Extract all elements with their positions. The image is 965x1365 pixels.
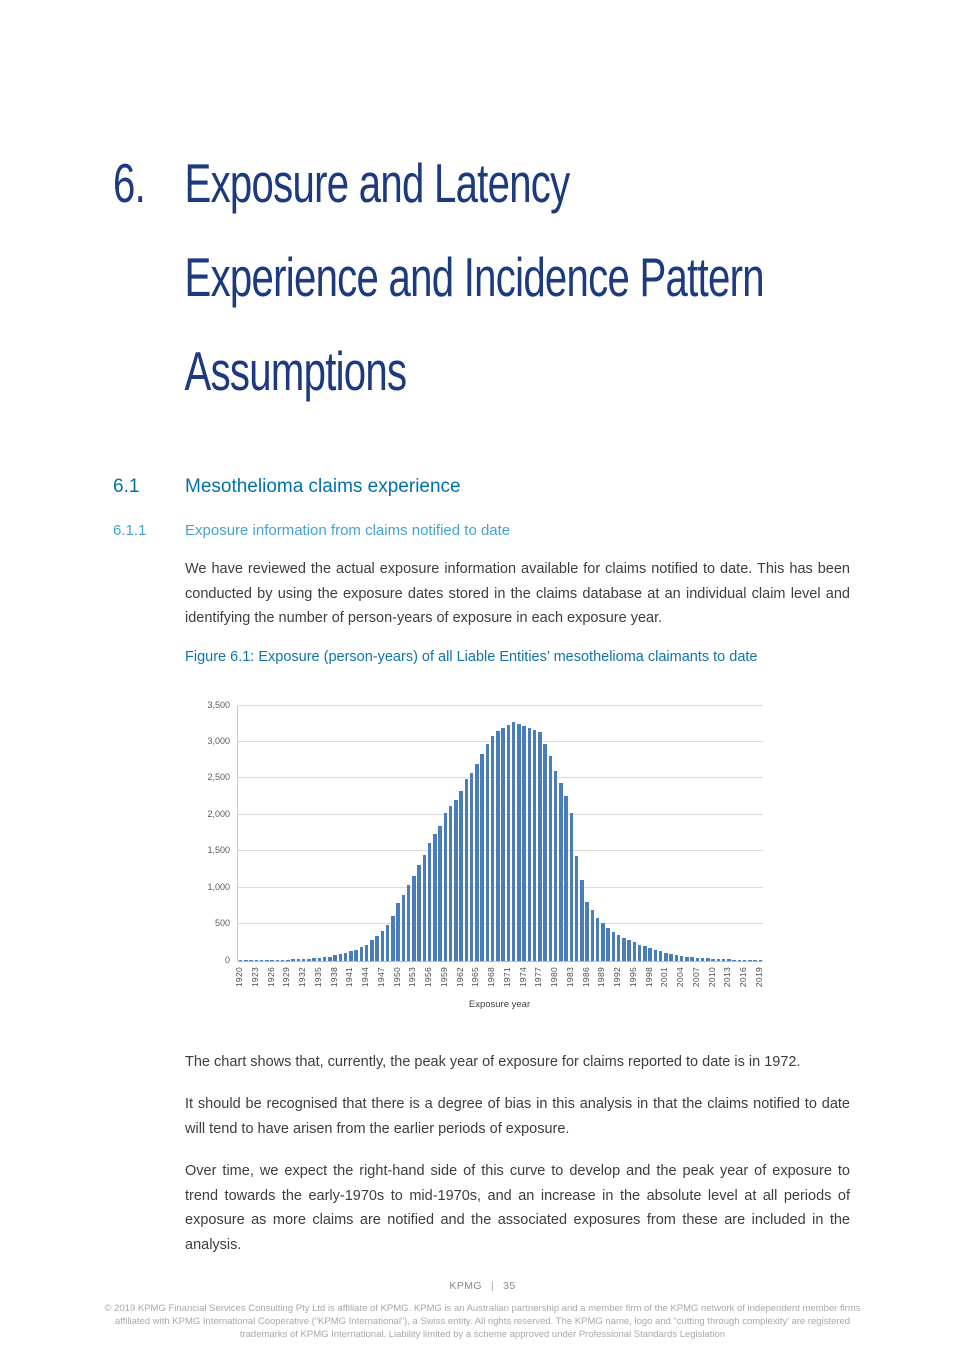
- x-axis-tick-label: 1938: [328, 966, 339, 987]
- bar: [732, 960, 736, 961]
- bar: [617, 935, 621, 961]
- bar: [711, 959, 715, 961]
- section-number: 6.1: [113, 476, 140, 497]
- bar: [517, 724, 521, 960]
- chapter-title-line: Exposure and Latency: [184, 152, 570, 214]
- x-axis-tick-label: 1935: [312, 966, 323, 987]
- bar: [480, 754, 484, 960]
- bar: [312, 958, 316, 960]
- x-axis-tick-label: 2019: [753, 966, 764, 987]
- bar: [549, 756, 553, 960]
- bar: [512, 722, 516, 960]
- subsection-number: 6.1.1: [113, 522, 147, 539]
- x-axis-tick-label: 1956: [423, 966, 434, 987]
- bar: [349, 951, 353, 960]
- x-axis-tick-label: 2007: [690, 966, 701, 987]
- bar: [428, 843, 432, 961]
- bar: [533, 730, 537, 960]
- bar: [381, 931, 385, 960]
- bar: [297, 959, 301, 960]
- bar: [580, 880, 584, 961]
- bar: [559, 783, 563, 961]
- bar: [575, 856, 579, 960]
- y-axis-tick-label: 3,500: [207, 699, 230, 710]
- chapter-number: 6.: [113, 152, 146, 214]
- bar: [633, 942, 637, 960]
- bar: [270, 960, 274, 961]
- x-axis-tick-label: 1968: [486, 966, 497, 987]
- section-title: Mesothelioma claims experience: [185, 476, 461, 497]
- bar: [276, 960, 280, 961]
- y-axis-tick-label: 1,500: [207, 845, 230, 856]
- chapter-title: [185, 136, 873, 418]
- y-axis-tick-label: 2,500: [207, 772, 230, 783]
- x-axis-tick-label: 1959: [438, 966, 449, 987]
- bar: [643, 946, 647, 960]
- bar: [690, 957, 694, 960]
- x-axis-tick-label: 1992: [612, 966, 623, 987]
- bar: [491, 736, 495, 960]
- chapter-title-line: Experience and Incidence Pattern: [184, 246, 764, 308]
- x-axis-tick-label: 1953: [407, 966, 418, 987]
- bar: [627, 940, 631, 960]
- x-axis-tick-label: 1920: [234, 966, 245, 987]
- x-axis-tick-label: 1965: [470, 966, 481, 987]
- legal-line: trademarks of KPMG International. Liability limited by a scheme approved under Professional Standards Legislation: [239, 1329, 726, 1340]
- y-axis-tick-label: 2,000: [207, 808, 230, 819]
- bar: [564, 796, 568, 960]
- bar: [685, 957, 689, 961]
- page-number-line: [0, 1280, 965, 1292]
- footer-brand: KPMG: [449, 1280, 482, 1292]
- x-axis-tick-label: 1977: [533, 966, 544, 987]
- page-number: 35: [503, 1280, 516, 1292]
- x-axis-tick-label: 2013: [722, 966, 733, 987]
- figure-caption: Figure 6.1: Exposure (person-years) of all Liable Entities’ mesothelioma claimants to date: [185, 648, 758, 665]
- bar: [344, 953, 348, 960]
- x-axis-title: Exposure year: [468, 998, 531, 1010]
- bar: [507, 725, 511, 961]
- x-axis-tick-label: 2004: [675, 966, 686, 987]
- x-axis-tick-label: 2001: [659, 966, 670, 987]
- x-axis-tick-label: 1944: [360, 966, 371, 987]
- page-footer: [0, 1280, 965, 1341]
- x-axis-tick-label: 1923: [249, 966, 260, 987]
- bar: [622, 938, 626, 960]
- gridline: [238, 705, 763, 706]
- bar: [675, 955, 679, 960]
- x-axis-tick-label: 1929: [281, 966, 292, 987]
- x-axis-tick-label: 1947: [375, 966, 386, 987]
- x-axis-tick-label: 1974: [517, 966, 528, 987]
- x-axis-tick-label: 1986: [580, 966, 591, 987]
- legal-text: [0, 1302, 965, 1341]
- x-axis-tick-label: 1998: [643, 966, 654, 987]
- bar: [659, 951, 663, 960]
- bar: [738, 960, 742, 961]
- bar: [654, 950, 658, 961]
- bar: [696, 958, 700, 961]
- bar: [501, 728, 505, 961]
- bar: [528, 728, 532, 961]
- bar: [596, 918, 600, 960]
- bar: [323, 957, 327, 960]
- bar: [386, 925, 390, 961]
- bar: [360, 947, 364, 960]
- x-axis-tick-label: 1995: [627, 966, 638, 987]
- bar: [370, 940, 374, 960]
- bar: [601, 923, 605, 960]
- bar: [354, 950, 358, 961]
- bar: [669, 954, 673, 961]
- bar: [365, 945, 369, 961]
- x-axis-tick-label: 2010: [706, 966, 717, 987]
- bar: [449, 806, 453, 960]
- bar: [680, 956, 684, 961]
- bar: [554, 771, 558, 960]
- bar: [486, 744, 490, 960]
- bar: [375, 936, 379, 960]
- chapter-title-line: Assumptions: [184, 340, 407, 402]
- x-axis-tick-label: 1932: [297, 966, 308, 987]
- x-axis-tick-label: 1962: [454, 966, 465, 987]
- x-axis-tick-label: 1950: [391, 966, 402, 987]
- bar: [333, 955, 337, 960]
- x-axis-tick-label: 1980: [549, 966, 560, 987]
- bar: [538, 732, 542, 960]
- bar: [570, 813, 574, 961]
- bar: [286, 960, 290, 961]
- bar: [612, 932, 616, 960]
- chapter-heading: [0, 0, 965, 418]
- bar: [606, 928, 610, 960]
- bar: [648, 948, 652, 960]
- legal-line: © 2019 KPMG Financial Services Consulting Pty Ltd is affiliate of KPMG. KPMG is an Australian partnership and a member firm of the KPMG network of independent member firms: [104, 1303, 861, 1314]
- y-axis-tick-label: 0: [224, 954, 230, 965]
- bar: [591, 910, 595, 961]
- legal-line: affiliated with KPMG International Cooperative (“KPMG International”), a Swiss entity. All rights reserved. The KPMG name, logo and “cutting through complexity’ are registered: [114, 1316, 851, 1327]
- x-axis-tick-label: 1971: [501, 966, 512, 987]
- bar: [664, 953, 668, 960]
- bar: [585, 902, 589, 961]
- bar: [465, 779, 469, 960]
- bar: [701, 958, 705, 961]
- x-axis-tick-label: 1941: [344, 966, 355, 987]
- y-axis-tick-label: 3,000: [207, 735, 230, 746]
- bar: [727, 959, 731, 960]
- bar: [444, 813, 448, 961]
- body-paragraph: Over time, we expect the right-hand side of this curve to develop and the peak year of exposure to trend towards the early-1970s to mid-1970s, and an increase in the absolute level at all periods of exposure as more claims are notified and the associated exposures from these are included in the analysis.: [185, 1163, 850, 1253]
- bar: [396, 903, 400, 961]
- bar: [496, 731, 500, 960]
- y-axis-tick-label: 500: [214, 918, 230, 929]
- subsection-title: Exposure information from claims notified to date: [185, 522, 511, 539]
- body-paragraph: It should be recognised that there is a degree of bias in this analysis in that the claims notified to date will tend to have arisen from the earlier periods of exposure.: [185, 1096, 850, 1137]
- footer-separator: |: [490, 1280, 495, 1292]
- bar: [454, 800, 458, 961]
- section-heading-6-1: [113, 476, 850, 498]
- bar: [307, 959, 311, 961]
- plot-area: [207, 699, 763, 965]
- section-heading-6-1-1: [113, 522, 850, 539]
- bar: [470, 773, 474, 961]
- body-paragraph: The chart shows that, currently, the peak year of exposure for claims reported to date is in 1972.: [185, 1053, 801, 1070]
- bar: [543, 744, 547, 960]
- x-axis-tick-label: 1989: [596, 966, 607, 987]
- bar: [318, 958, 322, 960]
- x-axis-tick-label: 1983: [564, 966, 575, 987]
- bar: [402, 895, 406, 961]
- x-axis-labels: [234, 962, 764, 996]
- bar: [438, 826, 442, 960]
- bar: [302, 959, 306, 960]
- x-axis-tick-label: 2016: [738, 966, 749, 987]
- bar: [433, 834, 437, 960]
- x-axis-tick-label: 1926: [265, 966, 276, 987]
- bar: [328, 957, 332, 961]
- bar: [423, 855, 427, 961]
- bar: [339, 954, 343, 960]
- bar: [722, 959, 726, 960]
- bar: [291, 959, 295, 960]
- bar: [417, 865, 421, 960]
- bar: [638, 945, 642, 961]
- bar: [412, 876, 416, 960]
- bar: [475, 764, 479, 960]
- bar: [522, 726, 526, 960]
- intro-paragraph: We have reviewed the actual exposure information available for claims notified to date. This has been conducted by using the exposure dates stored in the claims database at an individual claim level and identifying the number of person-years of exposure in each exposure year.: [185, 561, 850, 626]
- bar: [391, 916, 395, 960]
- bar: [407, 885, 411, 961]
- bar: [459, 791, 463, 960]
- bar: [281, 960, 285, 961]
- bar: [717, 959, 721, 960]
- y-axis-tick-label: 1,000: [207, 881, 230, 892]
- figure-6-1-chart: [207, 699, 797, 1010]
- bar: [706, 958, 710, 960]
